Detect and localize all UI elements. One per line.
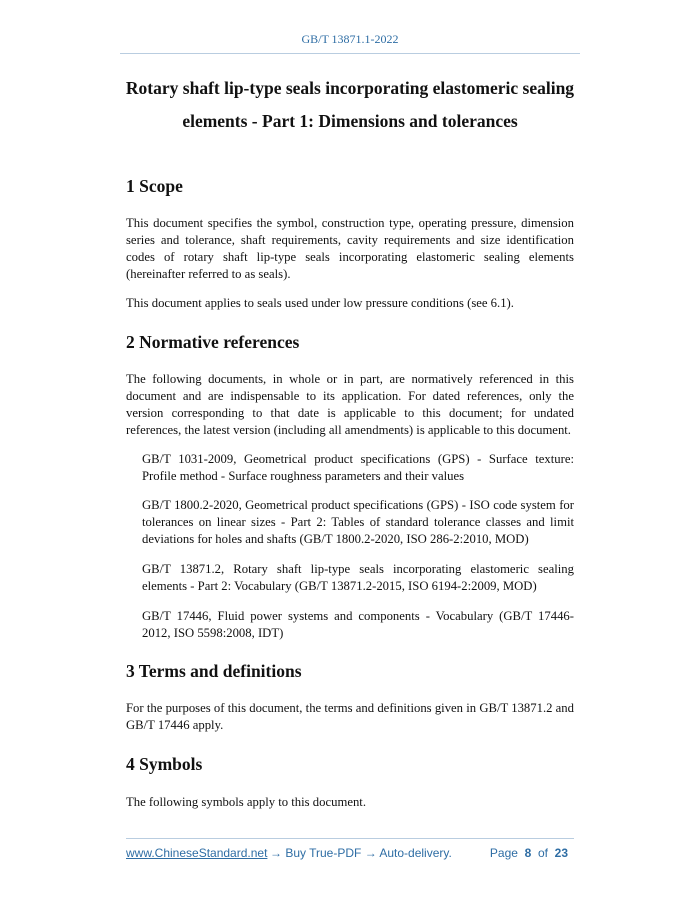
- heading-symbols: 4 Symbols: [126, 754, 203, 774]
- normative-intro: The following documents, in whole or in part, are normatively referenced in this document and are indispensable to its application. For dated references, only the version corresponding to that date is applicable to this document; for undated references, the latest version (including all amendments) is applicable to this document.: [126, 372, 574, 437]
- page-of: of: [537, 846, 548, 860]
- website-link[interactable]: www.ChineseStandard.net: [126, 846, 268, 860]
- footer-divider: [126, 838, 574, 839]
- heading-normative-references: 2 Normative references: [126, 332, 300, 352]
- header-divider: [120, 53, 580, 54]
- reference-item: GB/T 13871.2, Rotary shaft lip-type seals incorporating elastomeric sealing elements - Part 2: Vocabulary (GB/T 13871.2-2015, ISO 6194-2:2009, MOD): [142, 562, 574, 593]
- heading-scope: 1 Scope: [126, 176, 183, 196]
- reference-item: GB/T 17446, Fluid power systems and components - Vocabulary (GB/T 17446-2012, ISO 5598:2008, IDT): [142, 609, 574, 640]
- reference-item: GB/T 1031-2009, Geometrical product specifications (GPS) - Surface texture: Profile method - Surface roughness parameters and their values: [142, 452, 574, 483]
- page-footer: [126, 846, 574, 864]
- scope-paragraph-2: This document applies to seals used under low pressure conditions (see 6.1).: [126, 296, 514, 310]
- reference-item: GB/T 1800.2-2020, Geometrical product specifications (GPS) - ISO code system for tolerances on linear sizes - Part 2: Tables of standard tolerance classes and limit deviations for holes and shafts (GB/T 1800.2-2020, ISO 286-2:2010, MOD): [142, 498, 574, 546]
- running-header: GB/T 13871.1-2022: [301, 32, 399, 46]
- purchase-promo: → Buy True-PDF → Auto-delivery.: [270, 846, 452, 860]
- title-line-1: Rotary shaft lip-type seals incorporating elastomeric sealing: [125, 78, 575, 98]
- title-line-2: elements - Part 1: Dimensions and tolerances: [182, 111, 518, 131]
- terms-paragraph: For the purposes of this document, the terms and definitions given in GB/T 13871.2 and GB/T 17446 apply.: [126, 701, 574, 732]
- page-label: Page: [489, 846, 518, 860]
- heading-terms-definitions: 3 Terms and definitions: [126, 661, 302, 681]
- document-title: [100, 72, 600, 138]
- symbols-paragraph: The following symbols apply to this document.: [126, 795, 366, 809]
- page-total: 23: [554, 846, 568, 860]
- page-current: 8: [524, 846, 532, 860]
- scope-paragraph-1: This document specifies the symbol, construction type, operating pressure, dimension series and tolerance, shaft requirements, cavity requirements and size identification codes of rotary shaft lip-type seals incorporating elastomeric sealing elements (hereinafter referred to as seals).: [126, 216, 574, 281]
- page-indicator: [490, 846, 568, 860]
